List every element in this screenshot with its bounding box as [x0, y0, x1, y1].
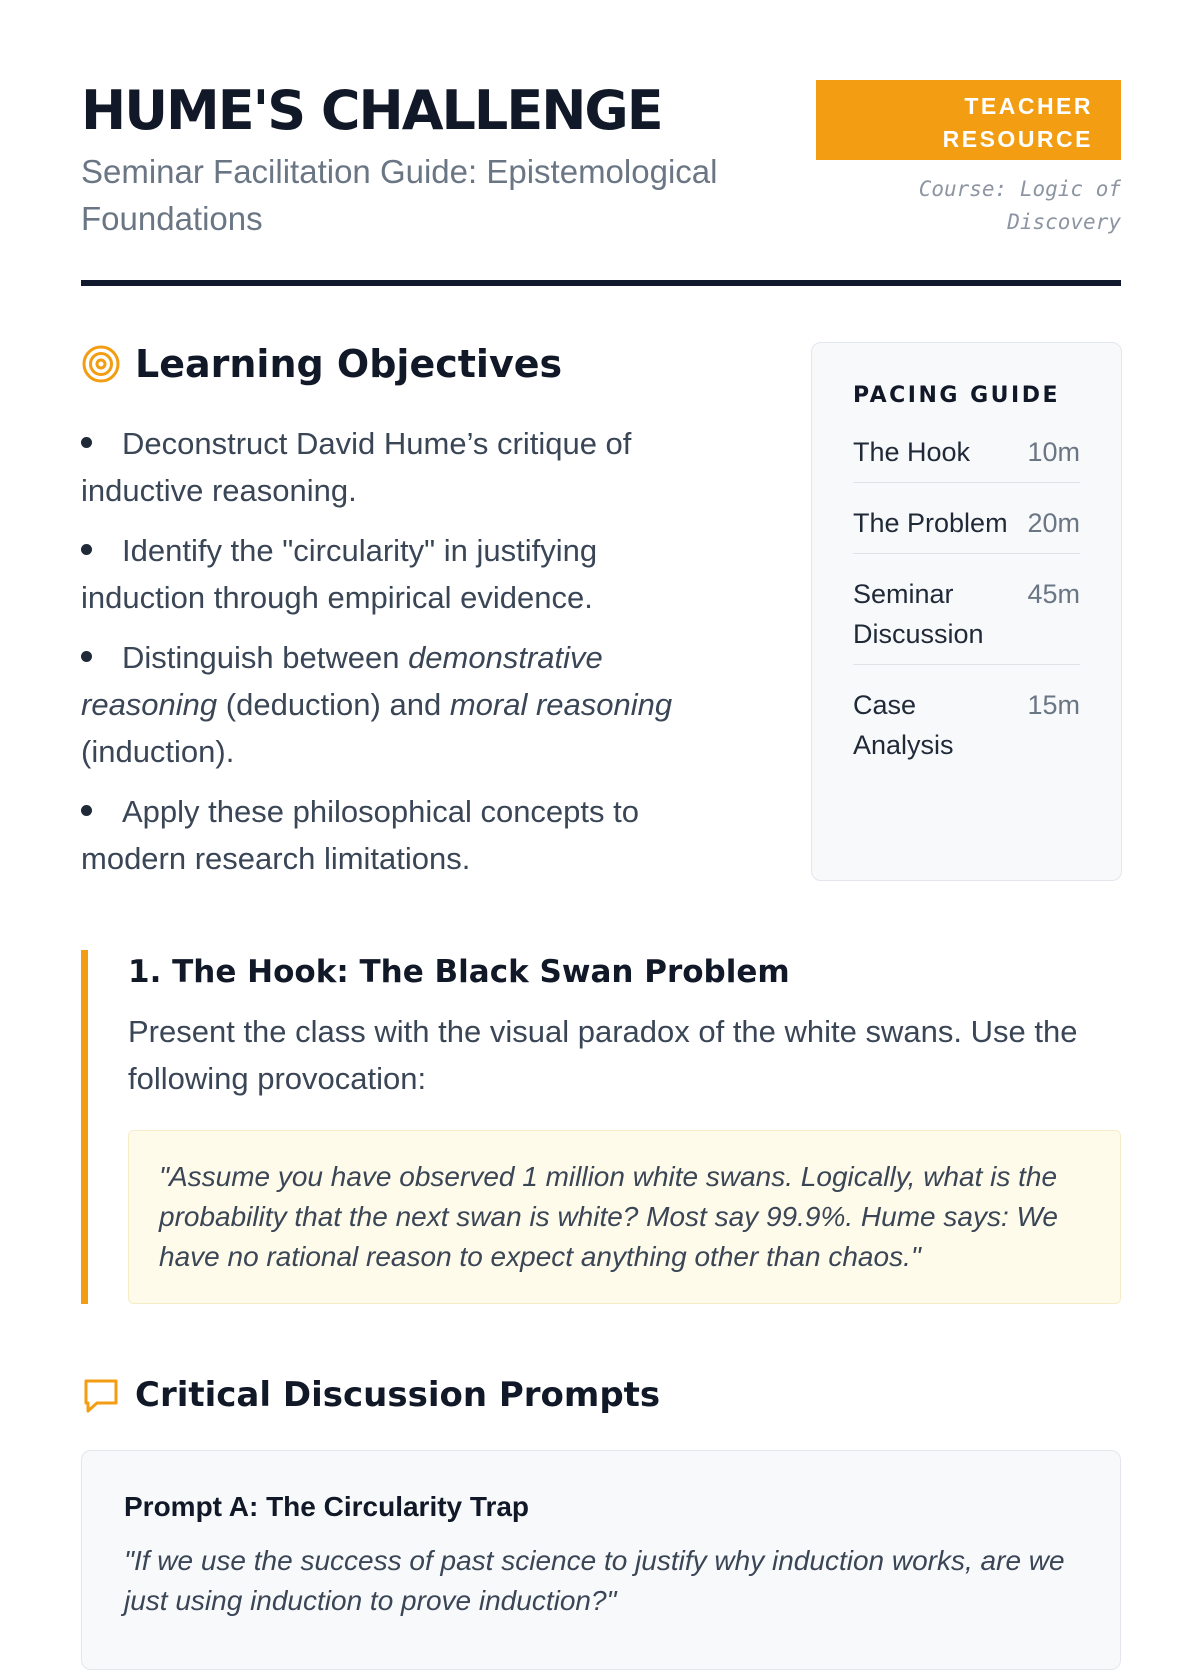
bullet-icon [81, 437, 92, 448]
teacher-resource-badge: TEACHER RESOURCE [816, 80, 1121, 160]
objective-text: Identify the "circularity" in justifying induction through empirical evidence. [81, 533, 598, 615]
list-item [81, 634, 711, 775]
pacing-guide-card [811, 342, 1122, 881]
pacing-label: Case Analysis [853, 690, 954, 760]
pacing-label: The Hook [853, 437, 971, 467]
objectives-list [81, 420, 711, 895]
objective-emphasis: demonstrative reasoning [81, 640, 603, 722]
hook-title: 1. The Hook: The Black Swan Problem [128, 954, 790, 990]
objective-text-post: (induction). [81, 734, 235, 769]
list-item [81, 527, 711, 621]
chat-bubble-icon [81, 1375, 121, 1415]
provocation-quote: "Assume you have observed 1 million white swans. Logically, what is the probability that the next swan is white? Most say 99.9%. Hume says: We have no rational reason to expect anything other than chaos." [128, 1130, 1121, 1304]
course-label: Course: Logic of Discovery [918, 177, 1121, 234]
prompts-heading [81, 1375, 660, 1415]
objective-emphasis: moral reasoning [449, 687, 673, 722]
objective-text: Deconstruct David Hume’s critique of inductive reasoning. [81, 426, 632, 508]
hook-description: Present the class with the visual paradox of the white swans. Use the following provocation: [128, 1014, 1078, 1096]
pacing-time: 20m [1027, 508, 1080, 538]
objectives-heading [81, 342, 562, 386]
objective-text: Apply these philosophical concepts to modern research limitations. [81, 794, 639, 876]
pacing-label: The Problem [853, 508, 1008, 538]
list-item [81, 420, 711, 514]
objective-text-mid: (deduction) and [217, 687, 450, 722]
target-icon [81, 344, 121, 384]
prompt-title: Prompt A: The Circularity Trap [124, 1491, 530, 1522]
prompts-heading-text: Critical Discussion Prompts [135, 1375, 661, 1415]
bullet-icon [81, 544, 92, 555]
pacing-time: 10m [1027, 437, 1080, 467]
objective-text-pre: Distinguish between [122, 640, 409, 675]
pacing-row [853, 495, 1080, 554]
page-subtitle: Seminar Facilitation Guide: Epistemological Foundations [81, 153, 718, 237]
pacing-row [853, 424, 1080, 483]
pacing-time: 15m [1027, 690, 1080, 720]
prompt-card [81, 1450, 1121, 1670]
pacing-guide-title: PACING GUIDE [853, 383, 1060, 408]
list-item [81, 788, 711, 882]
objectives-heading-text: Learning Objectives [135, 342, 563, 386]
hook-section [81, 950, 1121, 1304]
pacing-label: Seminar Discussion [853, 579, 984, 649]
prompt-text: "If we use the success of past science to justify why induction works, are we just using induction to prove induction?" [124, 1545, 1065, 1616]
header-divider [81, 280, 1121, 286]
pacing-row [853, 677, 1080, 775]
pacing-row [853, 566, 1080, 665]
bullet-icon [81, 651, 92, 662]
page-title: HUME'S CHALLENGE [81, 79, 662, 142]
bullet-icon [81, 805, 92, 816]
pacing-time: 45m [1027, 579, 1080, 609]
